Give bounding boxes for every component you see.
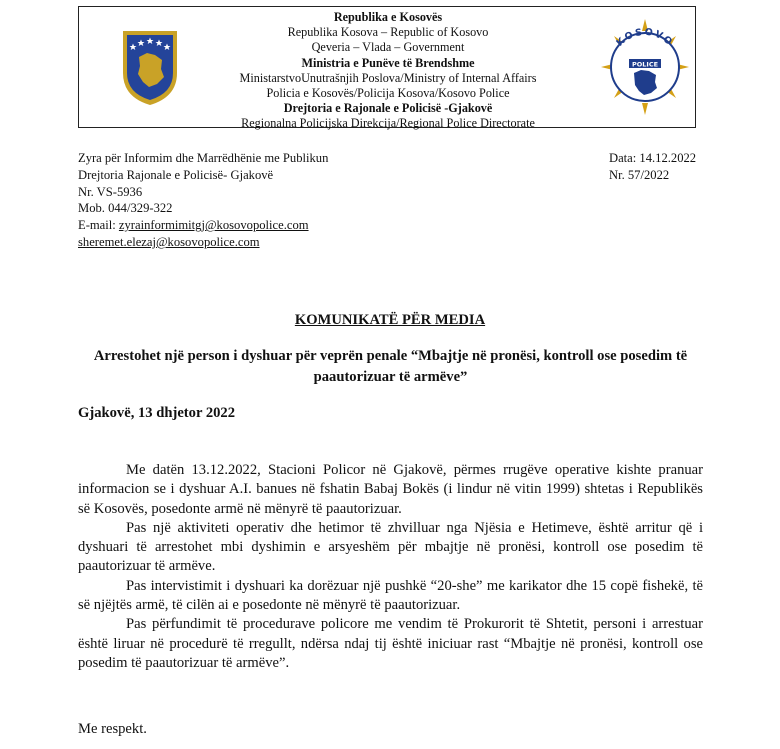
contact-office: Zyra për Informim dhe Marrëdhënie me Publikun <box>78 151 329 165</box>
email-link-primary[interactable]: zyrainformimitgj@kosovopolice.com <box>118 218 309 233</box>
contact-mobile: Mob. 044/329-322 <box>78 201 173 216</box>
contact-number: Nr. VS-5936 <box>78 184 143 199</box>
header-line-government: Qeveria – Vlada – Government <box>311 40 465 55</box>
header-line-republic-multilang: Republika Kosova – Republic of Kosovo <box>287 25 489 40</box>
place-and-date: Gjakovë, 13 dhjetor 2022 <box>78 405 236 421</box>
document-meta <box>609 150 696 184</box>
header-line-republic: Republika e Kosovës <box>333 10 443 24</box>
email-label: E-mail: <box>78 218 119 233</box>
header-line-directorate: Drejtoria e Rajonale e Policisë -Gjakovë <box>283 101 493 116</box>
press-release-body <box>78 461 703 673</box>
contact-email-row <box>78 217 328 234</box>
kosovo-police-badge-icon <box>599 17 691 117</box>
body-paragraph: Pas intervistimit i dyshuari ka dorëzuar një pushkë “20-she” me karikator dhe 15 copë fishekë, të së njëjtës armë, të cilën ai e posedonte në mënyrë të paautorizuar. <box>78 577 703 614</box>
letterhead <box>78 6 696 131</box>
email-link-secondary[interactable]: sheremet.elezaj@kosovopolice.com <box>78 234 260 249</box>
badge-police-text: POLICE <box>631 60 659 69</box>
header-line-ministry: Ministria e Punëve të Brendshme <box>301 55 475 70</box>
body-paragraph: Me datën 13.12.2022, Stacioni Policor në Gjakovë, përmes rrugëve operative kishte pranuar informacion se i dyshuar A.I. banues në fshatin Babaj Bokës (i lindur në vitin 1999) shtetas i Republikës së Kosovës, posedonte armë në mënyrë të paautorizuar. <box>78 462 703 517</box>
closing-salutation: Me respekt. <box>78 721 147 737</box>
header-line-police: Policia e Kosovës/Policija Kosova/Kosovo Police <box>266 86 510 101</box>
contact-block <box>78 150 328 251</box>
document-date: Data: 14.12.2022 <box>609 151 697 165</box>
document-number: Nr. 57/2022 <box>609 167 670 182</box>
press-release-title: KOMUNIKATË PËR MEDIA <box>294 312 486 328</box>
body-paragraph: Pas përfundimit të procedurave policore me vendim të Prokurorit të Shtetit, personi i arrestuar është liruar në procedurë të rregullt, ndërsa ndaj tij është iniciuar rast “Mbajtje në pronësi, kontroll ose posedim të paautorizuar të armëve”. <box>78 616 703 671</box>
badge-arc-text: KOSOVO <box>614 26 676 49</box>
press-release-subtitle: Arrestohet një person i dyshuar për veprën penale “Mbajtje në pronësi, kontroll ose posedim të paautorizuar të armëve” <box>93 348 688 385</box>
body-paragraph: Pas një aktiviteti operativ dhe hetimor të zhvilluar nga Njësia e Hetimeve, është arritur që i dyshuari të arrestohet mbi dyshimin e arsyeshëm për mbajtje në pronësi, kontroll ose posedim të paautorizuar të armëve. <box>78 519 703 575</box>
contact-directorate: Drejtoria Rajonale e Policisë- Gjakovë <box>78 167 274 182</box>
header-line-ministry-multilang: MinistarstvoUnutrašnjih Poslova/Ministry of Internal Affairs <box>239 70 537 85</box>
letterhead-text <box>229 10 547 132</box>
header-line-directorate-multilang: Regionalna Policijska Direkcija/Regional Police Directorate <box>241 116 535 131</box>
kosovo-coat-of-arms-icon <box>119 27 181 107</box>
